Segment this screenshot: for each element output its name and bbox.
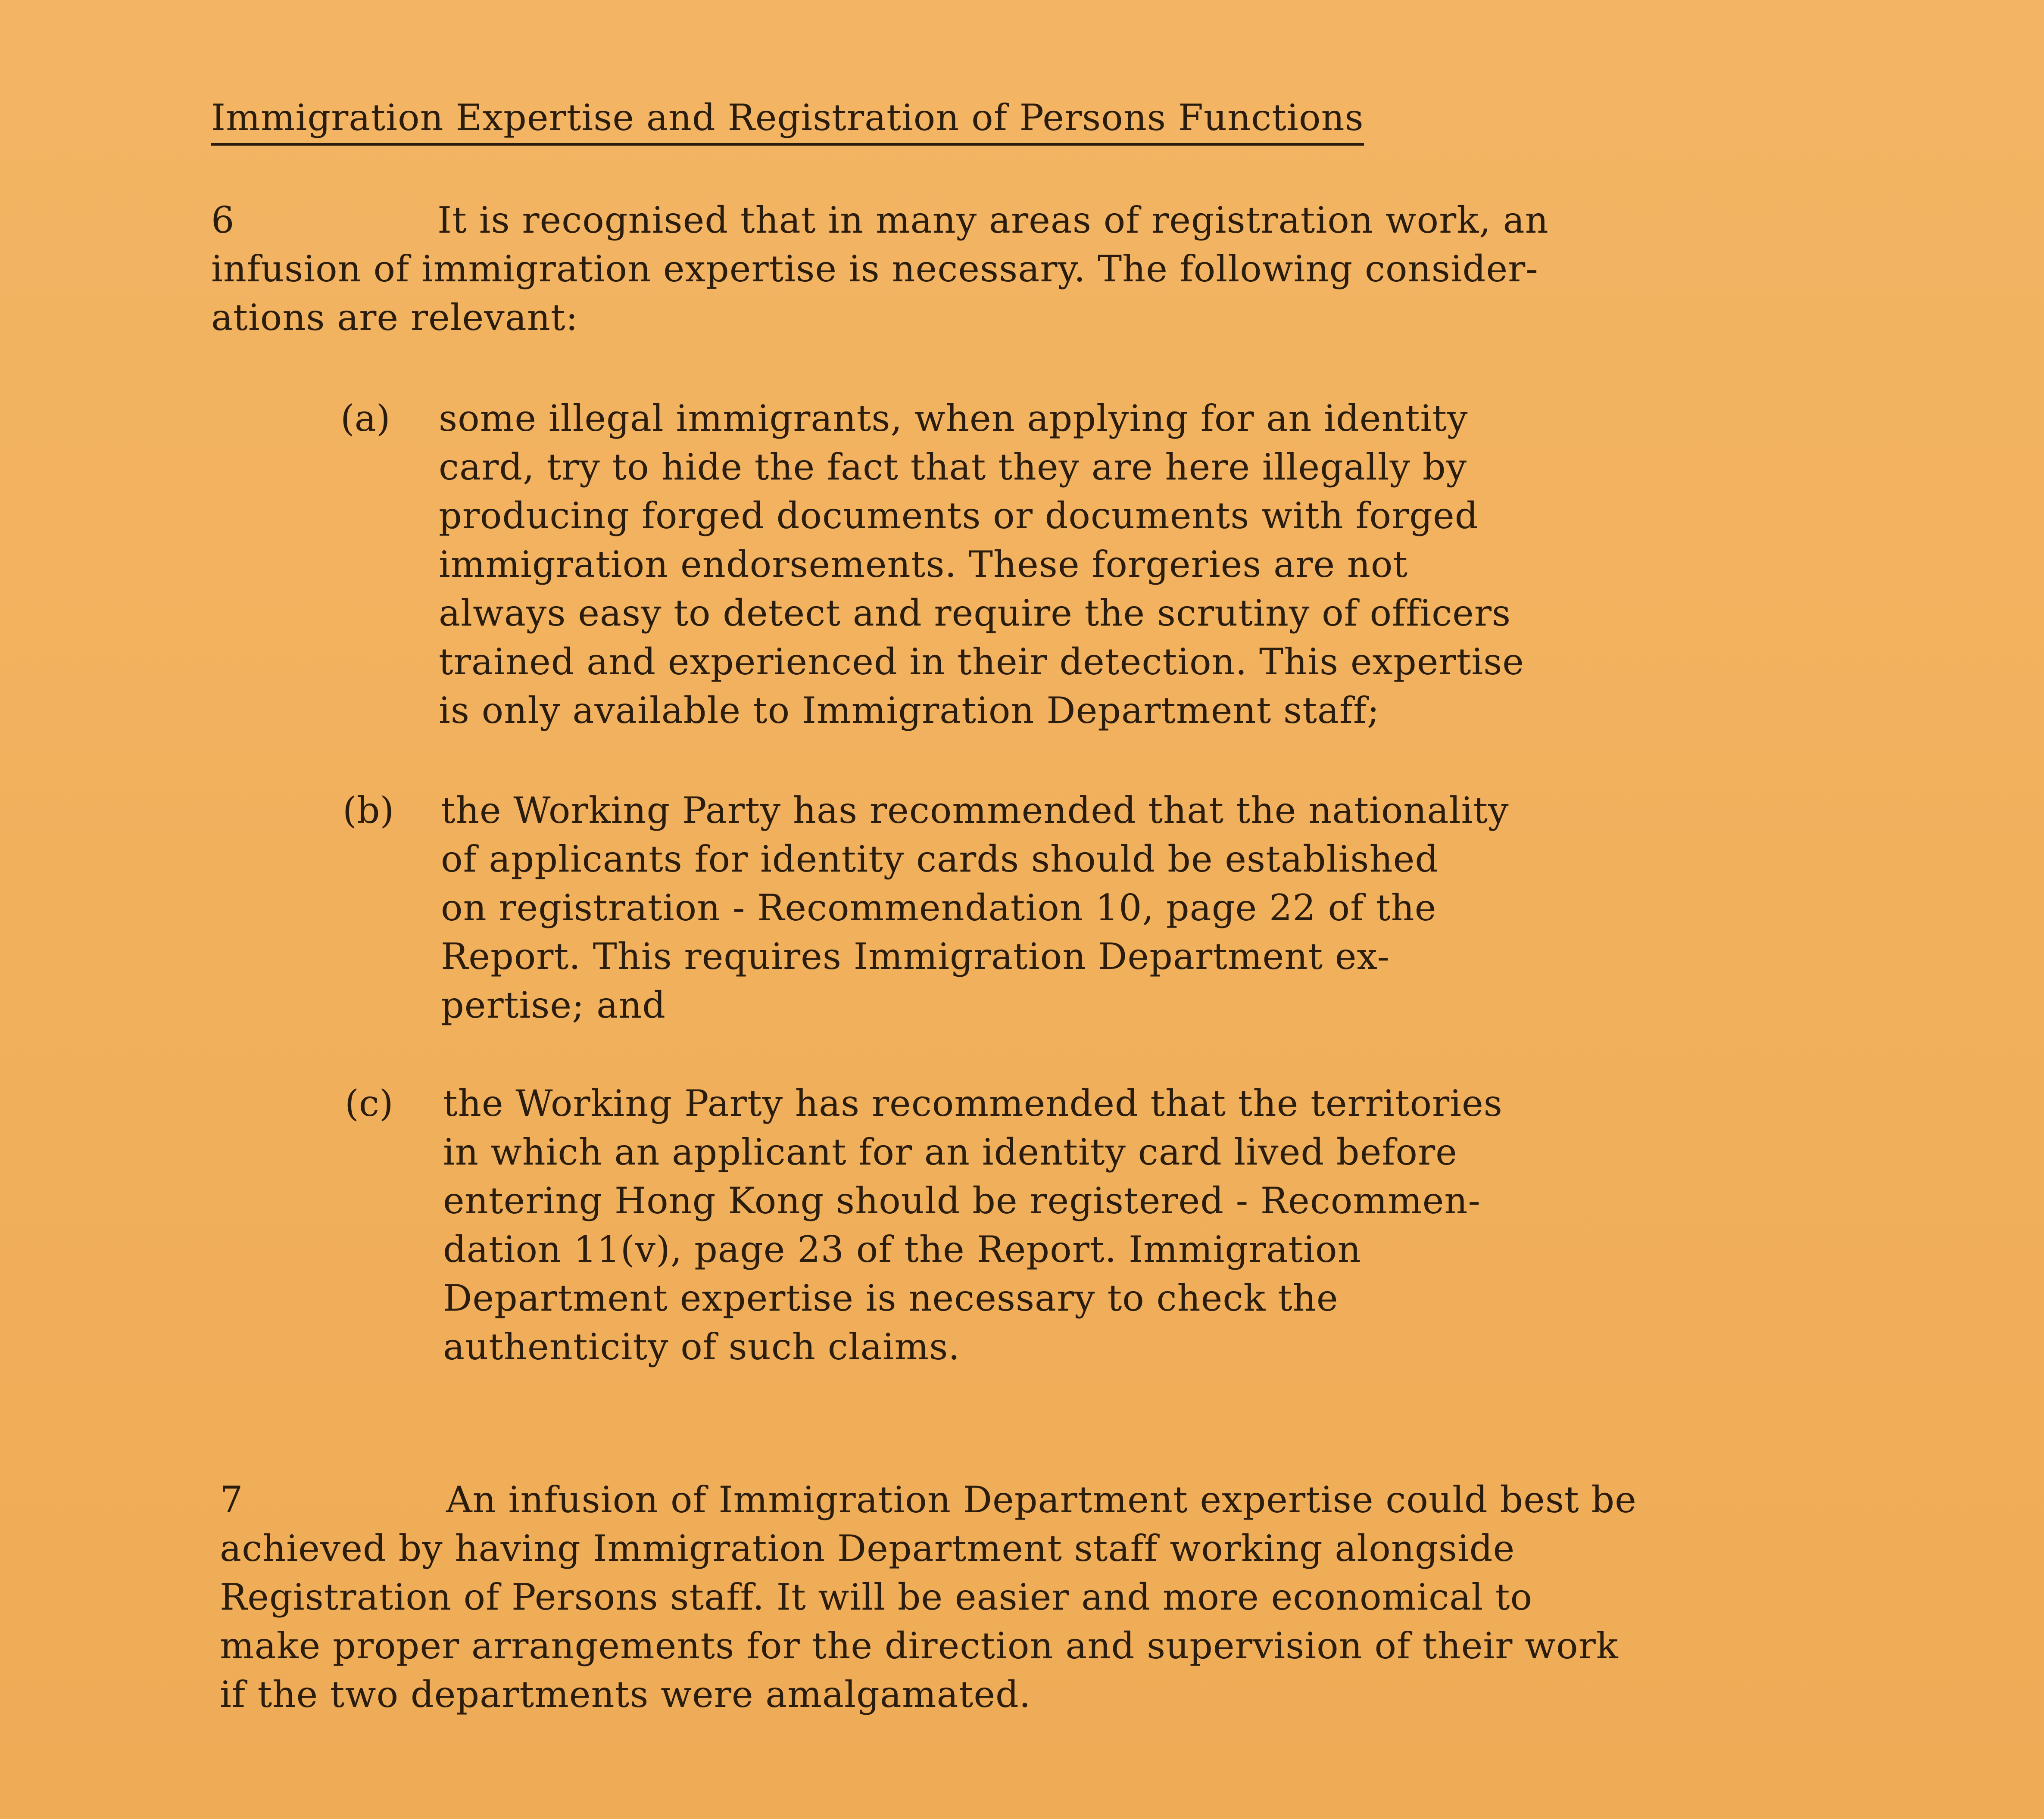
item-a-label: (a) (340, 397, 390, 439)
paragraph-7-line: An infusion of Immigration Department expertise could best be (446, 1479, 1637, 1521)
item-c-line: Department expertise is necessary to check the (443, 1277, 1339, 1319)
paragraph-7 (220, 1476, 1637, 1719)
item-a-line: immigration endorsements. These forgeries are not (439, 543, 1408, 586)
paragraph-6-line: ations are relevant: (211, 296, 578, 339)
item-a-line: trained and experienced in their detection. This expertise (439, 641, 1525, 683)
item-b-line: on registration - Recommendation 10, page 22 of the (441, 887, 1437, 929)
item-a-line: card, try to hide the fact that they are here illegally by (439, 446, 1467, 488)
item-c-text (443, 1079, 1503, 1371)
item-c-line: authenticity of such claims. (443, 1326, 961, 1368)
item-b-text (441, 786, 1509, 1030)
item-b-line: of applicants for identity cards should be established (441, 838, 1439, 880)
item-c-line: entering Hong Kong should be registered - Recommen- (443, 1180, 1481, 1222)
item-b-line: Report. This requires Immigration Department ex- (441, 935, 1390, 978)
paragraph-7-line: Registration of Persons staff. It will be easier and more economical to (220, 1576, 1533, 1618)
item-a-line: always easy to detect and require the scrutiny of officers (439, 592, 1511, 634)
item-c-line: dation 11(v), page 23 of the Report. Immigration (443, 1228, 1361, 1271)
item-b-label: (b) (343, 789, 394, 832)
item-c-line: in which an applicant for an identity card lived before (443, 1131, 1457, 1173)
paragraph-6-line: It is recognised that in many areas of registration work, an (437, 199, 1549, 241)
item-b-line: pertise; and (441, 984, 666, 1026)
item-b-line: the Working Party has recommended that the nationality (441, 789, 1509, 832)
item-c-line: the Working Party has recommended that the territories (443, 1082, 1503, 1124)
paragraph-6 (211, 196, 1549, 342)
item-a-line: some illegal immigrants, when applying for an identity (439, 397, 1468, 439)
item-c-label: (c) (345, 1082, 393, 1124)
item-a-text (439, 394, 1524, 735)
paragraph-7-line: achieved by having Immigration Department staff working alongside (220, 1527, 1515, 1570)
paragraph-7-line: if the two departments were amalgamated. (220, 1673, 1031, 1716)
section-heading: Immigration Expertise and Registration of Persons Functions (211, 94, 1364, 146)
paragraph-7-line: make proper arrangements for the direction and supervision of their work (220, 1625, 1619, 1667)
item-a-line: is only available to Immigration Department staff; (439, 689, 1380, 732)
item-a-line: producing forged documents or documents with forged (439, 495, 1479, 537)
paragraph-7-number: 7 (220, 1479, 243, 1521)
paragraph-6-line: infusion of immigration expertise is necessary. The following consider- (211, 248, 1538, 290)
paragraph-6-number: 6 (211, 199, 234, 241)
